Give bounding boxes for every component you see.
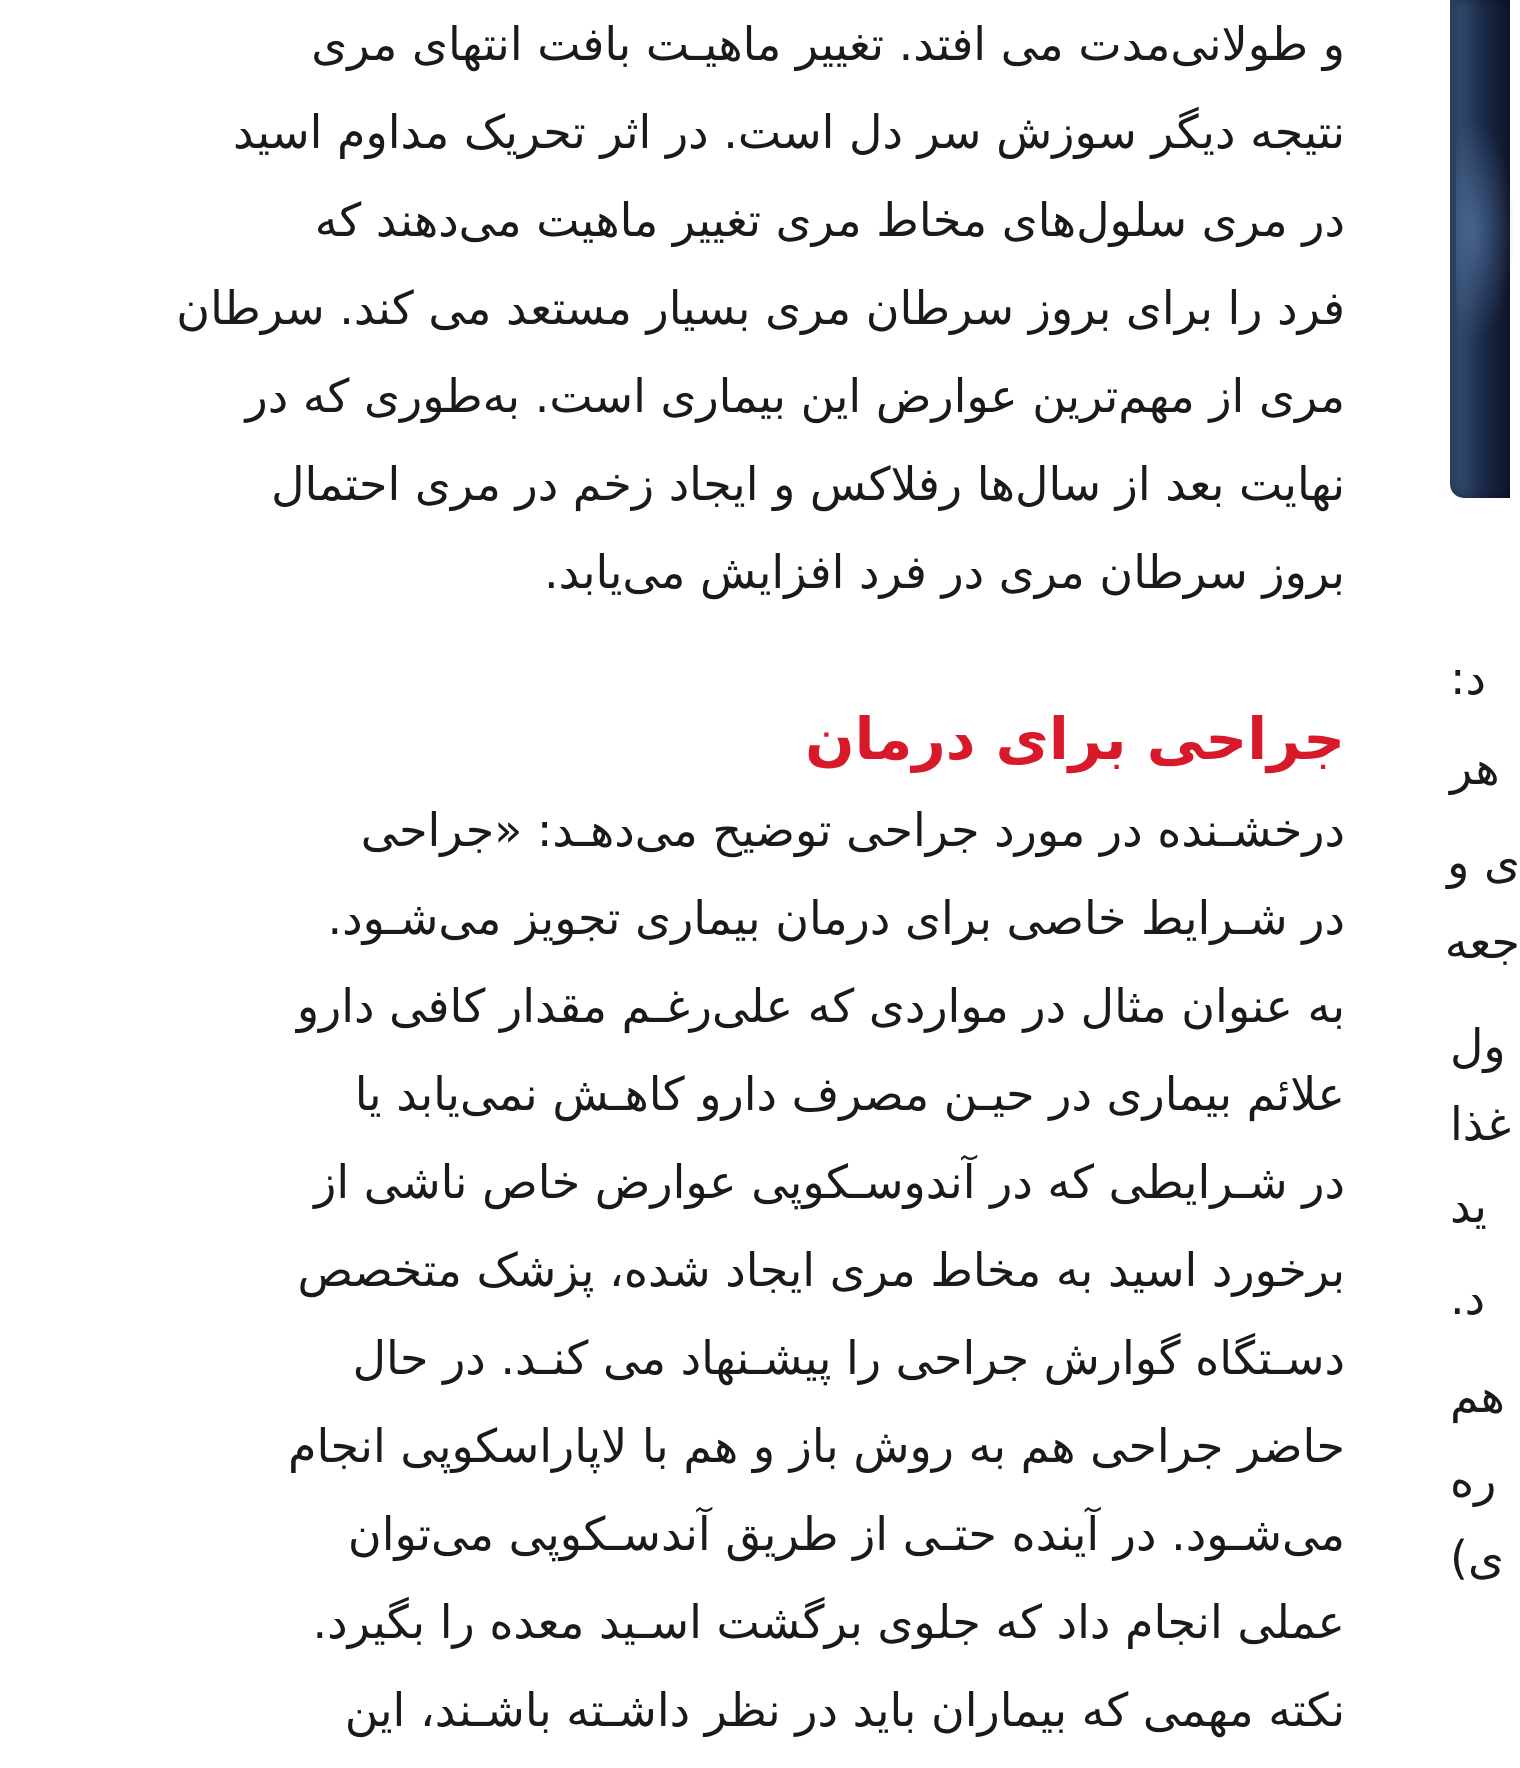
adjacent-text-fragment: ول [1450,1019,1506,1073]
adjacent-text-fragment: د: [1450,651,1486,705]
adjacent-text-fragment: هم [1450,1369,1505,1423]
adjacent-text-fragment: د. [1450,1271,1486,1325]
portrait-photo [1450,0,1510,498]
adjacent-text-fragment: ید [1450,1179,1487,1233]
section-heading: جراحی برای درمان [805,705,1345,773]
article-paragraph-1: و طولانی‌مدت می افتد. تغییر ماهیـت بافت انتهای مری نتیجه دیگر سوزش سر دل است. در اثر تحریک مداوم اسید در مری سلول‌های مخاط مری تغییر ماهیت می‌دهند که فرد را برای بروز سرطان مری بسیار مستعد می کند. سرطان مری از مهم‌ترین عوارض این بیماری است. به‌طوری که در نهایت بعد از سال‌ها رفلاکس و ایجاد زخم در مری احتمال بروز سرطان مری در فرد افزایش می‌یابد. [176,17,1345,599]
adjacent-text-fragment: ی) [1450,1531,1504,1585]
adjacent-text-fragment: ی و [1447,835,1520,889]
adjacent-text-fragment: غذا [1450,1097,1511,1151]
adjacent-text-fragment: ره [1450,1453,1497,1507]
adjacent-column [1444,0,1520,1768]
article-main-column [155,0,1345,1768]
adjacent-text-fragment: جعه [1444,915,1520,969]
adjacent-text-fragment: هر [1450,741,1500,795]
article-paragraph-2: درخشـنده در مورد جراحی توضیح می‌دهـد: «جراحی در شـرایط خاصی برای درمان بیماری تجویز می‌شـود. به عنوان مثال در مواردی که علی‌رغـم مقدار کافی دارو علائم بیماری در حیـن مصرف دارو کاهـش نمی‌یابد یا در شـرایطی که در آندوسـکوپی عوارض خاص ناشی از برخورد اسید به مخاط مری ایجاد شده، پزشک متخصص دسـتگاه گوارش جراحی را پیشـنهاد می کنـد. در حال حاضر جراحی هم به روش باز و هم با لاپاراسکوپی انجام می‌شـود. در آینده حتـی از طریق آندسـکوپی می‌توان عملی انجام داد که جلوی برگشت اسـید معده را بگیرد. نکته مهمی که بیماران باید در نظر داشـته باشـند، این [287,803,1345,1737]
